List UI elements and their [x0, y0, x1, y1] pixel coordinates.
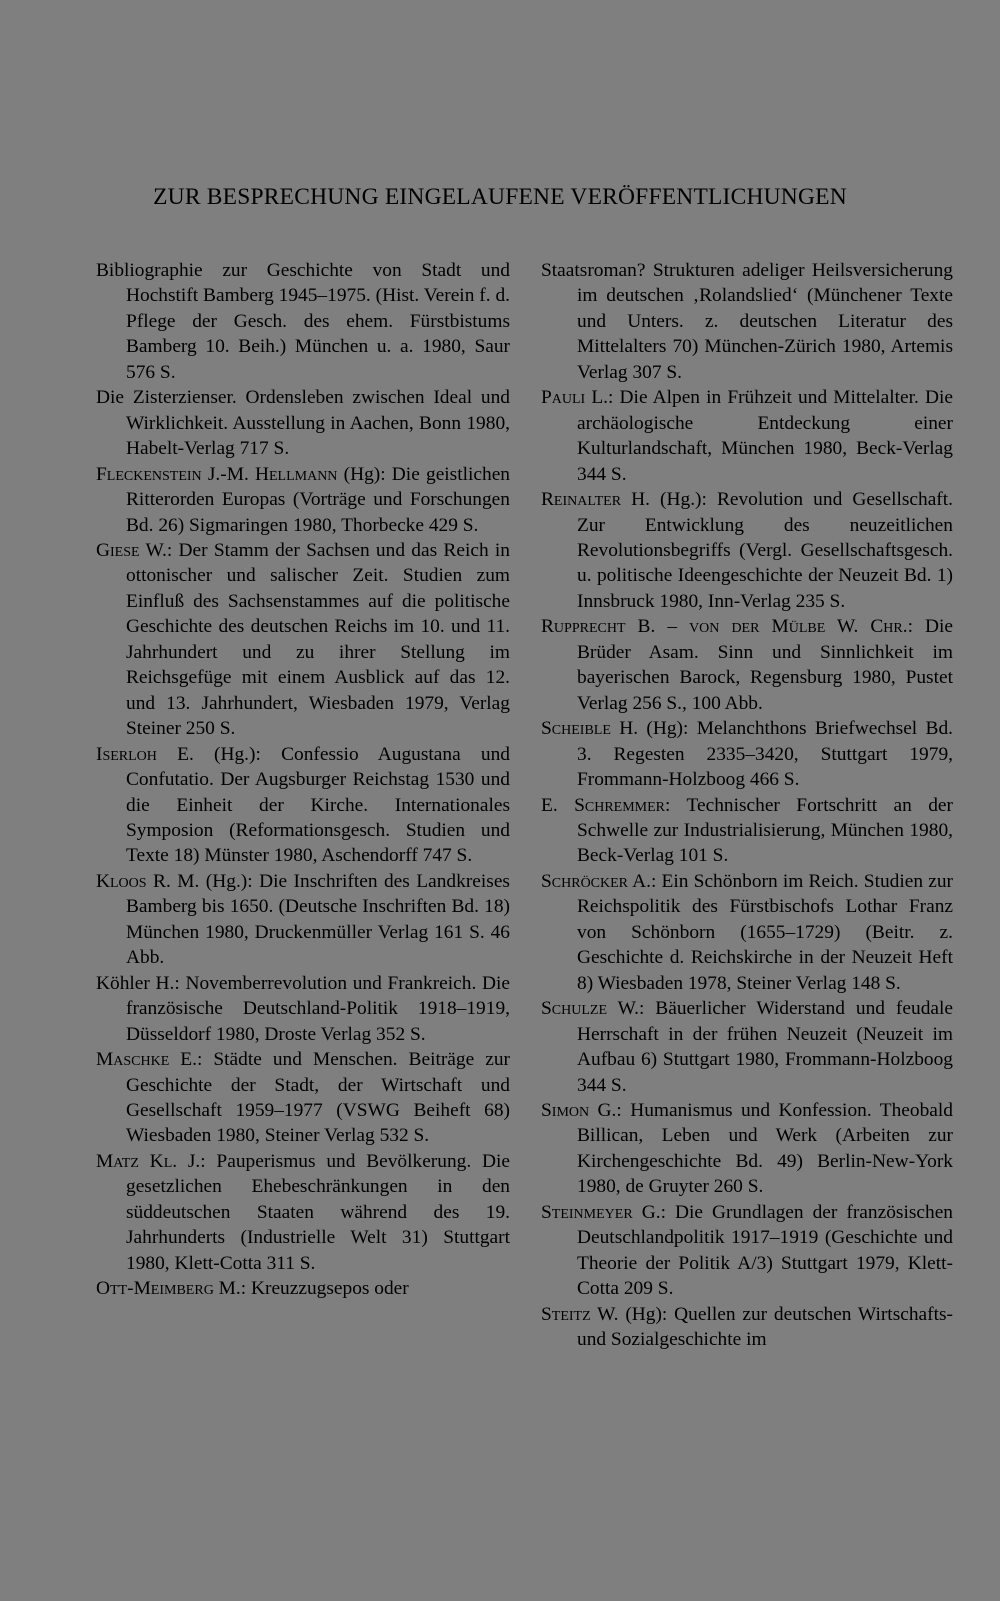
- entry-author: Schulze W.: [541, 998, 639, 1020]
- entry-text: : Der Stamm der Sachsen und das Reich in ottonischer und salischer Zeit. Studien zum Einfluß des Sachsenstammes auf die politische Geschichte des deutschen Reichs im 10. und 11. Jahrhundert und zu ihrer Stellung im Reichsgefüge mit einem Ausblick auf das 12. und 13. Jahrhundert, Wiesbaden 1979, Verlag Steiner 250 S.: [126, 539, 510, 740]
- entry-text: : Städte und Menschen. Beiträge zur Geschichte der Stadt, der Wirtschaft und Gesellschaft 1959–1977 (VSWG Beiheft 68) Wiesbaden 1980, Steiner Verlag 532 S.: [126, 1049, 510, 1147]
- entry-author: Matz Kl. J.: [96, 1150, 201, 1172]
- entry-text: : Die Grundlagen der französischen Deutschlandpolitik 1917–1919 (Geschichte und Theorie der Politik A/3) Stuttgart 1979, Klett-Cotta 209 S.: [577, 1201, 953, 1300]
- bibliography-entry: [96, 385, 510, 461]
- entry-text: (Hg.): Die Inschriften des Landkreises Bamberg bis 1650. (Deutsche Inschriften Bd. 18) München 1980, Druckenmüller Verlag 161 S. 46 Abb.: [126, 870, 510, 969]
- bibliography-entry: [541, 793, 953, 869]
- bibliography-entry: [96, 462, 510, 538]
- bibliography-entry: [541, 1200, 953, 1302]
- entry-author: Maschke E.: [96, 1049, 197, 1071]
- entry-text: : Technischer Fortschritt an der Schwelle zur Industrialisierung, München 1980, Beck-Verlag 101 S.: [577, 794, 953, 867]
- bibliography-entry: [96, 971, 510, 1047]
- bibliography-entry: [96, 538, 510, 742]
- entry-author: Ott-Meimberg M.: [96, 1278, 241, 1300]
- bibliography-entry: [541, 258, 953, 385]
- entry-text: Bibliographie zur Geschichte von Stadt und Hochstift Bamberg 1945–1975. (Hist. Verein f. d. Pflege der Gesch. des ehem. Fürstbistums Bamberg 10. Beih.) München u. a. 1980, Saur 576 S.: [96, 260, 510, 383]
- entry-author: Reinalter H.: [541, 489, 650, 511]
- entry-author: Simon G.: [541, 1099, 617, 1121]
- entry-text: : Novemberrevolution und Frankreich. Die französische Deutschland-Politik 1918–1919, Düsseldorf 1980, Droste Verlag 352 S.: [126, 972, 510, 1045]
- entry-author: Fleckenstein J.-M. Hellmann: [96, 463, 338, 485]
- entry-text: (Hg.): Confessio Augustana und Confutatio. Der Augsburger Reichstag 1530 und die Einheit der Kirche. Internationales Symposion (Reformationsgesch. Studien und Texte 18) Münster 1980, Aschendorff 747 S.: [126, 743, 510, 867]
- entry-text: Staatsroman? Strukturen adeliger Heilsversicherung im deutschen ‚Rolandslied‘ (Münchener Texte und Unters. z. deutschen Literatur des Mittelalters 70) München-Zürich 1980, Artemis Verlag 307 S.: [541, 260, 953, 383]
- bibliography-entry: [541, 869, 953, 996]
- entry-author: Pauli L.: [541, 387, 609, 409]
- entry-author: Schröcker A.: [541, 870, 651, 892]
- entry-text: : Kreuzzugsepos oder: [240, 1278, 409, 1300]
- bibliography-entry: [541, 1302, 953, 1353]
- bibliography-entry: [541, 487, 953, 614]
- bibliography-entry: [96, 742, 510, 869]
- right-column: [541, 258, 953, 1352]
- entry-author: Köhler H.: [96, 972, 175, 994]
- bibliography-entry: [96, 869, 510, 971]
- entry-author: Rupprecht B. – von der Mülbe W. Chr.: [541, 616, 908, 638]
- bibliography-entry: [96, 1149, 510, 1276]
- bibliography-entry: [541, 385, 953, 487]
- entry-author: Giese W.: [96, 539, 167, 561]
- bibliography-entry: [96, 258, 510, 385]
- entry-text: : Bäuerlicher Widerstand und feudale Herrschaft in der frühen Neuzeit (Neuzeit im Aufbau 6) Stuttgart 1980, Frommann-Holzboog 344 S.: [577, 998, 953, 1096]
- entry-text: (Hg): Die geistlichen Ritterorden Europas (Vorträge und Forschungen Bd. 26) Sigmaringen 1980, Thorbecke 429 S.: [126, 463, 510, 536]
- entry-author: Iserloh E.: [96, 743, 194, 765]
- left-column: [96, 258, 510, 1302]
- entry-text: : Die Alpen in Frühzeit und Mittelalter. Die archäologische Entdeckung einer Kulturlandschaft, München 1980, Beck-Verlag 344 S.: [577, 387, 954, 485]
- entry-text: : Pauperismus und Bevölkerung. Die gesetzlichen Ehebeschränkungen in den süddeutschen Staaten während des 19. Jahrhunderts (Industrielle Welt 31) Stuttgart 1980, Klett-Cotta 311 S.: [126, 1150, 510, 1274]
- entry-text: : Die Brüder Asam. Sinn und Sinnlichkeit im bayerischen Barock, Regensburg 1980, Pustet Verlag 256 S., 100 Abb.: [577, 616, 953, 714]
- bibliography-entry: [96, 1276, 510, 1301]
- page-heading: ZUR BESPRECHUNG EINGELAUFENE VERÖFFENTLICHUNGEN: [153, 184, 847, 210]
- bibliography-entry: [541, 996, 953, 1098]
- bibliography-entry: [541, 716, 953, 792]
- bibliography-entry: [541, 614, 953, 716]
- entry-author: Kloos R. M.: [96, 870, 200, 892]
- entry-text: (Hg): Quellen zur deutschen Wirtschafts- und Sozialgeschichte im: [577, 1303, 953, 1351]
- entry-text: Die Zisterzienser. Ordensleben zwischen Ideal und Wirklichkeit. Ausstellung in Aachen, Bonn 1980, Habelt-Verlag 717 S.: [96, 387, 510, 460]
- entry-text: : Humanismus und Konfession. Theobald Billican, Leben und Werk (Arbeiten zur Kirchengeschichte Bd. 49) Berlin-New-York 1980, de Gruyter 260 S.: [577, 1099, 953, 1198]
- entry-text: (Hg.): Revolution und Gesellschaft. Zur Entwicklung des neuzeitlichen Revolutionsbegriffs (Vergl. Gesellschaftsgesch. u. politische Ideengeschichte der Neuzeit Bd. 1) Innsbruck 1980, Inn-Verlag 235 S.: [577, 489, 953, 612]
- entry-author: E. Schremmer: [541, 794, 666, 816]
- entry-text: : Ein Schönborn im Reich. Studien zur Reichspolitik des Fürstbischofs Lothar Franz von Schönborn (1655–1729) (Beitr. z. Geschichte d. Reichskirche in der Neuzeit Heft 8) Wiesbaden 1978, Steiner Verlag 148 S.: [577, 870, 953, 994]
- entry-author: Steitz W.: [541, 1303, 619, 1325]
- entry-author: Steinmeyer G.: [541, 1201, 661, 1223]
- entry-author: Scheible H.: [541, 718, 639, 740]
- entry-text: (Hg): Melanchthons Briefwechsel Bd. 3. Regesten 2335–3420, Stuttgart 1979, Frommann-Holzboog 466 S.: [577, 718, 953, 791]
- bibliography-entry: [541, 1098, 953, 1200]
- bibliography-entry: [96, 1047, 510, 1149]
